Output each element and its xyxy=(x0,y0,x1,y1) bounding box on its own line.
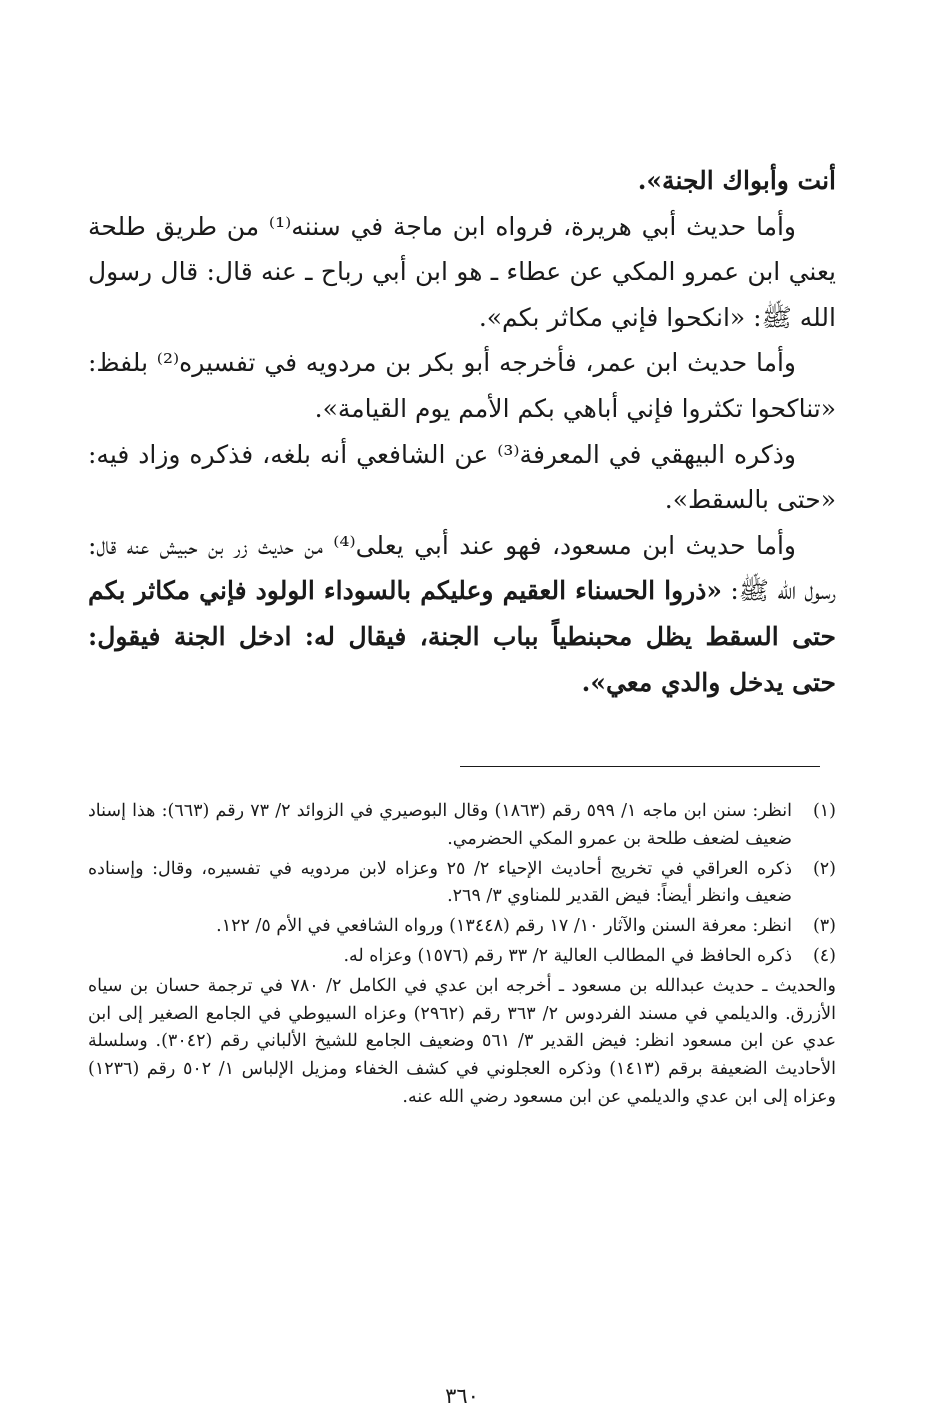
footnote-text: ذكره الحافظ في المطالب العالية ٢/ ٣٣ رقم (١٥٧٦) وعزاه له. xyxy=(343,945,792,966)
paragraph-5-intro: وأما حديث ابن مسعود، فهو عند أبي يعلى⁽⁴⁾ من حديث زر بن حبيش عنه قال: رسول الله ﷺ: xyxy=(88,530,836,606)
footnote-text: انظر: معرفة السنن والآثار ١٠/ ١٧ رقم (١٣٤٤٨) ورواه الشافعي في الأم ٥/ ١٢٢. xyxy=(216,916,792,937)
paragraph-4: وذكره البيهقي في المعرفة⁽³⁾ عن الشافعي أنه بلغه، فذكره وزاد فيه: «حتى بالسقط». xyxy=(88,439,836,515)
footnote-text: انظر: سنن ابن ماجه ١/ ٥٩٩ رقم (١٨٦٣) وقال البوصيري في الزوائد ٢/ ٧٣ رقم (٦٦٣): هذا إسناد ضعيف لضعف طلحة بن عمرو المكي الحضرمي. xyxy=(88,801,793,849)
page-number: ٣٦٠ xyxy=(445,1384,479,1408)
hadith-quote: أنت وأبواك الجنة». xyxy=(637,166,836,195)
footnote-number: (٣) xyxy=(812,916,836,937)
footnote-continuation: والحديث ـ حديث عبدالله بن مسعود ـ أخرجه ابن عدي في الكامل ٢/ ٧٨٠ في ترجمة حسان بن سياه الأزرق. والديلمي في مسند الفردوس ٢/ ٣٦٣ رقم (٢٩٦٢) وعزاه السيوطي في الجامع الصغير إلى ابن عدي عن ابن مسعود انظر: فيض القدير ٣/ ٥٦١ وضعيف الجامع للشيخ الألباني رقم (٣٠٤٢). وسلسلة الأحاديث الضعيفة برقم (١٤١٣) وذكره العجلوني في كشف الخفاء ومزيل الإلباس ١/ ٥٠٢ رقم (١٢٣٦) وعزاه إلى ابن عدي والديلمي عن ابن مسعود رضي الله عنه. xyxy=(88,975,837,1107)
paragraph-2: وأما حديث أبي هريرة، فرواه ابن ماجة في سننه⁽¹⁾ من طريق طلحة يعني ابن عمرو المكي عن عطاء ـ هو ابن أبي رباح ـ عنه قال: قال رسول الله ﷺ: «انكحوا فإني مكاثر بكم». xyxy=(88,211,836,332)
footnote-separator xyxy=(460,766,820,767)
main-text xyxy=(88,158,836,705)
footnote-text: ذكره العراقي في تخريج أحاديث الإحياء ٢/ ٢٥ وعزاه لابن مردويه في تفسيره، وقال: وإسناده ضعيف وانظر أيضاً: فيض القدير للمناوي ٣/ ٢٦٩. xyxy=(88,858,792,907)
book-page xyxy=(88,158,837,1408)
footnote-3 xyxy=(88,913,836,941)
footnote-1 xyxy=(88,798,836,854)
footnote-number: (١) xyxy=(812,801,836,821)
paragraph-1 xyxy=(88,158,836,204)
hadith-quote: «ذروا الحسناء العقيم وعليكم بالسوداء الولود فإني مكاثر بكم حتى السقط يظل محبنطياً بباب الجنة، فيقال له: ادخل الجنة فيقول: حتى يدخل والدي معي». xyxy=(88,576,836,697)
paragraph-5 xyxy=(88,523,836,705)
footnote-2 xyxy=(88,856,836,912)
footnote-4 xyxy=(88,943,836,971)
footnote-number: (٤) xyxy=(812,945,836,966)
footnotes xyxy=(88,798,836,1112)
footnote-number: (٢) xyxy=(812,858,836,879)
paragraph-3: وأما حديث ابن عمر، فأخرجه أبو بكر بن مردويه في تفسيره⁽²⁾ بلفظ: «تناكحوا تكثروا فإني أباهي بكم الأمم يوم القيامة». xyxy=(88,348,836,423)
